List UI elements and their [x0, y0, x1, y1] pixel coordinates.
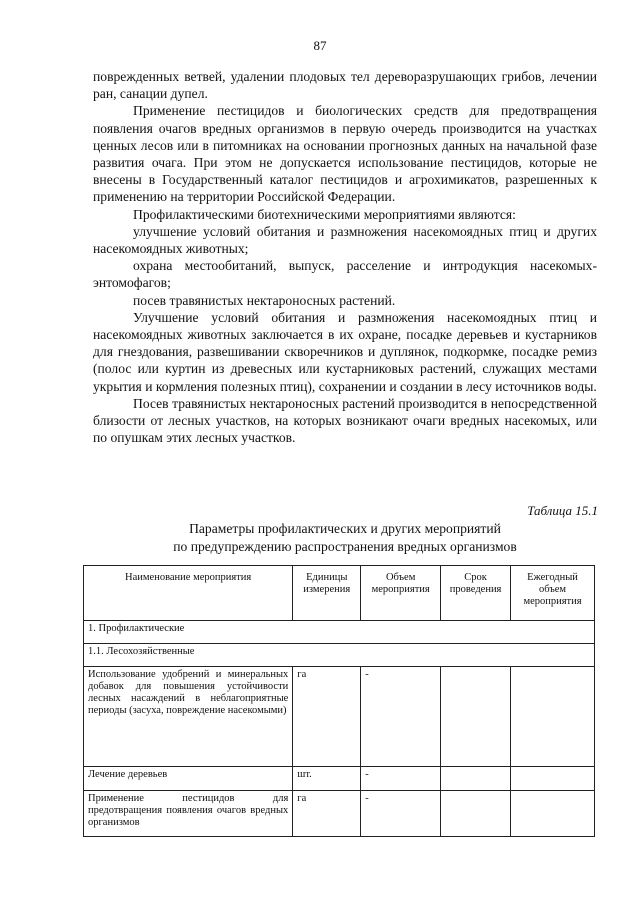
table-header-cell: Срок проведения — [441, 566, 511, 621]
table-title-line: по предупреждению распространения вредных организмов — [173, 538, 517, 554]
paragraph: посев травянистых нектароносных растений. — [133, 292, 396, 308]
paragraph: Профилактическими биотехническими мероприятиями являются: — [133, 206, 516, 222]
table-cell-term — [441, 667, 511, 767]
table-header-cell: Объем мероприятия — [361, 566, 441, 621]
paragraph: Применение пестицидов и биологических средств для предотвращения появления очагов вредных организмов в первую очередь производится на участках ценных лесов или в питомниках на основании прогнозных данных на начальной фазе развития очага. При этом не допускается использование пестицидов, которые не внесены в Государственный каталог пестицидов и агрохимикатов, разрешенных к применению на территории Российской Федерации. — [93, 103, 597, 205]
table-row — [84, 667, 595, 767]
paragraph: охрана местообитаний, выпуск, расселение и интродукция насекомых-энтомофагов; — [93, 258, 597, 291]
table-header-row — [84, 566, 595, 621]
table-cell-unit: шт. — [293, 767, 361, 791]
table-cell-name: Использование удобрений и минеральных добавок для повышения устойчивости лесных насаждений в неблагоприятные периоды (засуха, повреждение насекомыми) — [84, 667, 293, 767]
table-header-cell: Единицы измерения — [293, 566, 361, 621]
table-row — [84, 767, 595, 791]
table-section-cell: 1. Профилактические — [84, 621, 595, 644]
page-number: 87 — [313, 38, 327, 53]
table-title — [93, 520, 597, 555]
table-cell-volume: - — [361, 667, 441, 767]
table-cell-annual — [511, 667, 595, 767]
table-cell-term — [441, 791, 511, 837]
table-cell-unit: га — [293, 667, 361, 767]
table-header-cell: Ежегодный объем мероприятия — [511, 566, 595, 621]
table-title-line: Параметры профилактических и других мероприятий — [189, 521, 501, 536]
table-header-cell: Наименование мероприятия — [84, 566, 293, 621]
paragraph: Улучшение условий обитания и размножения насекомоядных птиц и насекомоядных животных заключается в их охране, посадке деревьев и кустарников для гнездования, развешивании скворечников и дуплянок, подкормке, посадке ремиз (полос или куртин из древесных или кустарниковых растений, служащих местами укрытия и кормления полезных птиц), сохранении и создании в лесу источников воды. — [93, 309, 597, 394]
paragraph: Посев травянистых нектароносных растений производится в непосредственной близости от лесных участков, на которых возникают очаги вредных насекомых, или по опушкам этих лесных участков. — [93, 395, 597, 446]
paragraph: улучшение условий обитания и размножения насекомоядных птиц и других насекомоядных животных; — [93, 223, 597, 257]
table-cell-annual — [511, 767, 595, 791]
table-cell-volume: - — [361, 791, 441, 837]
body-text — [93, 68, 597, 446]
table-label: Таблица 15.1 — [527, 503, 598, 518]
table-cell-name: Применение пестицидов для предотвращения появления очагов вредных организмов — [84, 791, 293, 837]
table-section-row — [84, 621, 595, 644]
paragraph: поврежденных ветвей, удалении плодовых тел дереворазрушающих грибов, лечении ран, санации дупел. — [93, 69, 597, 102]
table-cell-name: Лечение деревьев — [84, 767, 293, 791]
parameters-table — [83, 565, 595, 837]
table-cell-unit: га — [293, 791, 361, 837]
table-cell-annual — [511, 791, 595, 837]
table-cell-term — [441, 767, 511, 791]
table-section-row — [84, 644, 595, 667]
table-section-cell: 1.1. Лесохозяйственные — [84, 644, 595, 667]
table-cell-volume: - — [361, 767, 441, 791]
table-row — [84, 791, 595, 837]
